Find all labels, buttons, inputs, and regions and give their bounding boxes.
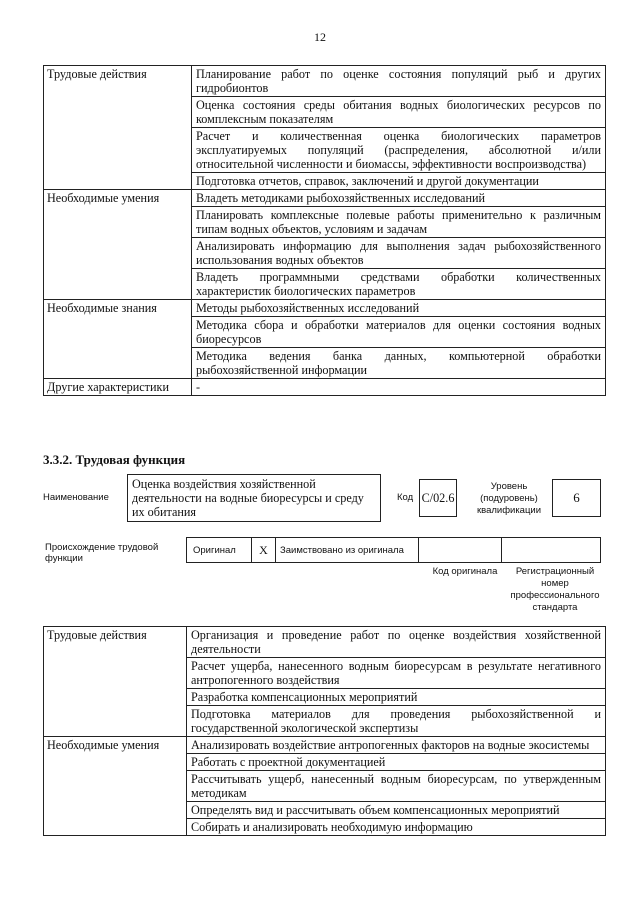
table-row: [44, 379, 606, 396]
reg-number-empty-cell: [501, 537, 601, 563]
row-item: Разработка компенсационных мероприятий: [187, 689, 606, 706]
table2-body: [44, 627, 606, 836]
name-label: Наименование: [43, 492, 109, 503]
code-label: Код: [397, 492, 414, 503]
row-item: Анализировать воздействие антропогенных факторов на водные экосистемы: [187, 737, 606, 754]
row-item: Оценка состояния среды обитания водных биологических ресурсов по комплексным показателям: [192, 97, 606, 128]
level-value-box: 6: [552, 479, 601, 517]
table-row: [44, 190, 606, 207]
code-value-box: C/02.6: [419, 479, 457, 517]
row-group-label: Другие характеристики: [44, 379, 192, 396]
labor-functions-table-1: [43, 65, 606, 396]
labor-functions-table-2: [43, 626, 606, 836]
section-title: 3.3.2. Трудовая функция: [43, 452, 186, 467]
row-item: Планирование работ по оценке состояния популяций рыб и других гидробионтов: [192, 66, 606, 97]
row-item: -: [192, 379, 606, 396]
row-item: Организация и проведение работ по оценке воздействия хозяйственной деятельности: [187, 627, 606, 658]
table-row: [44, 627, 606, 658]
row-item: Владеть методиками рыбохозяйственных исследований: [192, 190, 606, 207]
row-item: Работать с проектной документацией: [187, 754, 606, 771]
row-group-label: Необходимые знания: [44, 300, 192, 379]
row-item: Подготовка материалов для проведения рыбохозяйственной и государственной экологической экспертизы: [187, 706, 606, 737]
row-group-label: Трудовые действия: [44, 627, 187, 737]
row-group-label: Необходимые умения: [44, 737, 187, 836]
row-item: Расчет и количественная оценка биологических параметров эксплуатируемых популяций (распределения, абсолютной и/или относительной численности и биомассы, эффективности воспроизводства): [192, 128, 606, 173]
row-item: Собирать и анализировать необходимую информацию: [187, 819, 606, 836]
reg-number-label: Регистрационный номер профессионального стандарта: [510, 566, 600, 613]
code-original-empty-cell: [418, 537, 502, 563]
row-item: Владеть программными средствами обработки количественных характеристик биологических параметров: [192, 269, 606, 300]
row-item: Методика ведения банка данных, компьютерной обработки рыбохозяйственной информации: [192, 348, 606, 379]
page-number: 12: [314, 30, 326, 44]
row-item: Методика сбора и обработки материалов для оценки состояния водных биоресурсов: [192, 317, 606, 348]
row-item: Анализировать информацию для выполнения задач рыбохозяйственного использования водных объектов: [192, 238, 606, 269]
original-cell: Оригинал: [186, 537, 252, 563]
row-item: Подготовка отчетов, справок, заключений и другой документации: [192, 173, 606, 190]
table1-body: [44, 66, 606, 396]
table-row: [44, 66, 606, 97]
row-item: Определять вид и рассчитывать объем компенсационных мероприятий: [187, 802, 606, 819]
level-label: Уровень (подуровень) квалификации: [476, 481, 542, 516]
function-name-box: Оценка воздействия хозяйственной деятельности на водные биоресурсы и среду их обитания: [127, 474, 381, 522]
borrowed-cell: Заимствовано из оригинала: [275, 537, 419, 563]
origin-label: Происхождение трудовой функции: [45, 542, 159, 564]
row-item: Методы рыбохозяйственных исследований: [192, 300, 606, 317]
row-item: Рассчитывать ущерб, нанесенный водным биоресурсам, по утвержденным методикам: [187, 771, 606, 802]
code-original-label: Код оригинала: [432, 566, 498, 577]
table-row: [44, 300, 606, 317]
row-item: Расчет ущерба, нанесенного водным биоресурсам в результате негативного антропогенного воздействия: [187, 658, 606, 689]
row-item: Планировать комплексные полевые работы применительно к различным типам водных объектов, условиям и задачам: [192, 207, 606, 238]
row-group-label: Трудовые действия: [44, 66, 192, 190]
origin-row: [187, 537, 601, 563]
row-group-label: Необходимые умения: [44, 190, 192, 300]
table-row: [44, 737, 606, 754]
original-mark-cell: X: [251, 537, 276, 563]
